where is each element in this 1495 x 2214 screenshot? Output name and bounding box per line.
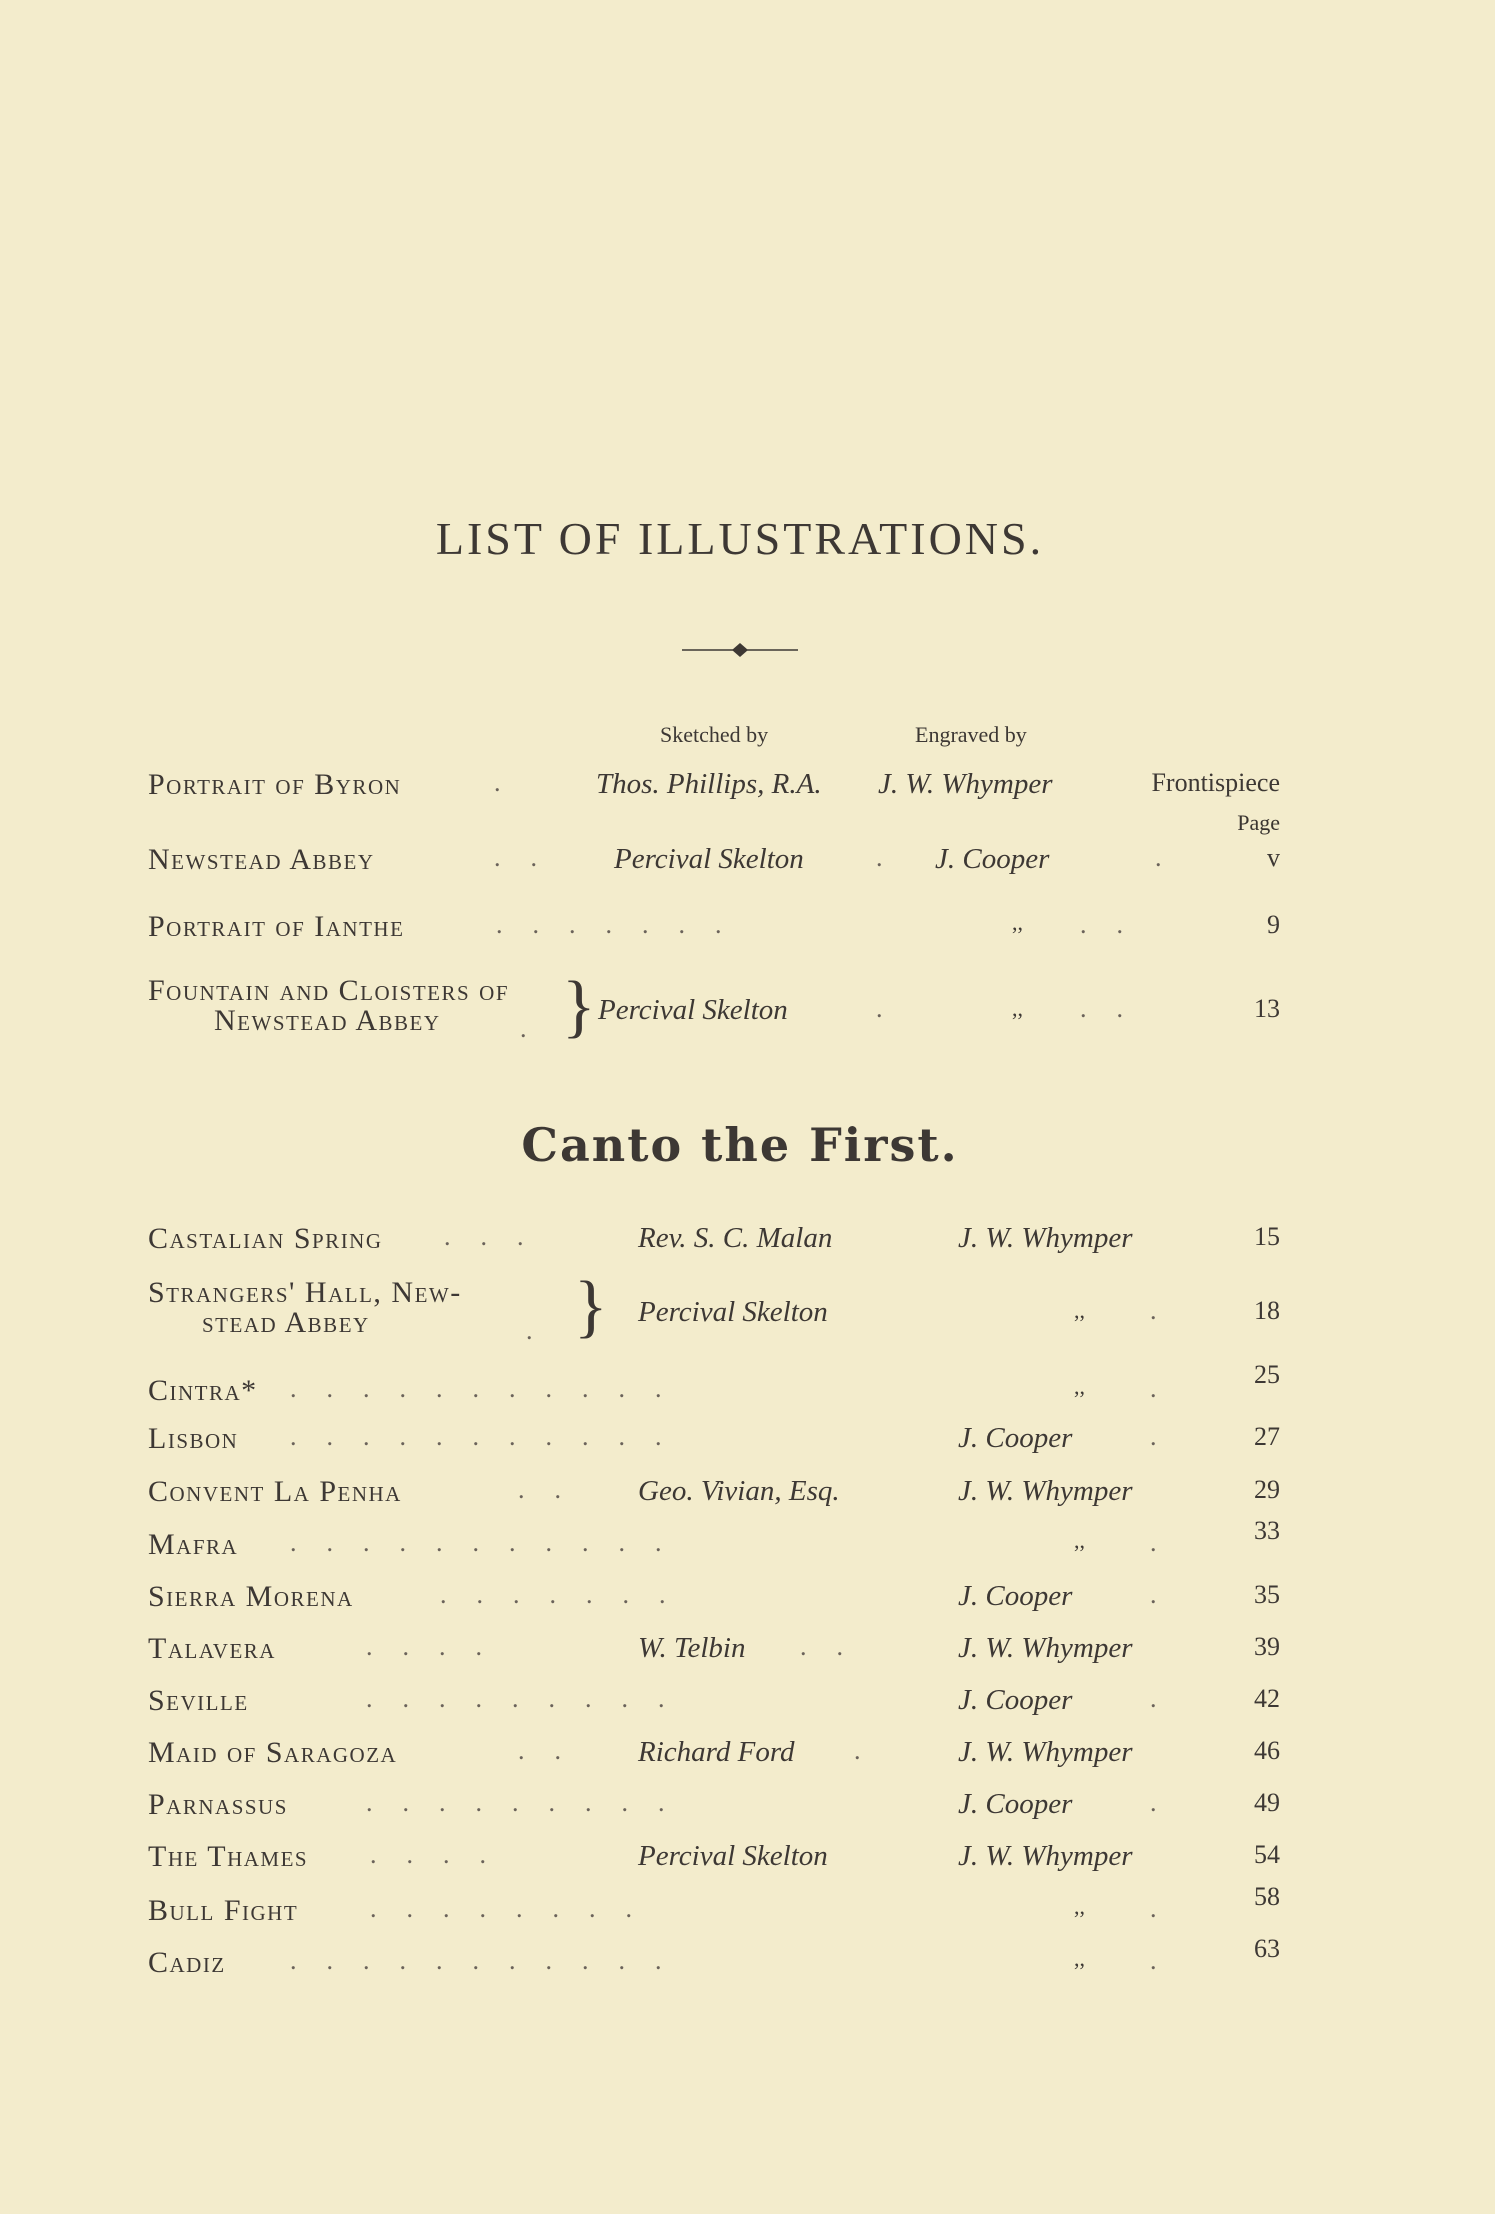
page-number: v — [1267, 843, 1280, 872]
sketcher: Percival Skelton — [638, 1296, 828, 1328]
illustration-title — [148, 974, 568, 1038]
list-item — [0, 1222, 1495, 1282]
page-number: 27 — [1254, 1422, 1280, 1451]
leader-dots: ........ — [370, 1894, 662, 1923]
leader-dots: . — [1150, 1422, 1187, 1451]
canto-heading: Canto the First. — [521, 1118, 959, 1172]
engraver: ,, — [1074, 1374, 1085, 1399]
illustration-title: Parnassus — [148, 1788, 288, 1821]
page-column-header: Page — [1237, 810, 1280, 835]
illustration-title: Talavera — [148, 1632, 276, 1665]
leader-dots: . — [876, 843, 913, 872]
leader-dots: ......... — [366, 1684, 695, 1713]
list-item — [0, 968, 1495, 1054]
engraver: J. W. Whymper — [958, 1840, 1133, 1872]
sketcher: Geo. Vivian, Esq. — [638, 1475, 840, 1507]
sketcher: Percival Skelton — [638, 1840, 828, 1872]
brace-icon: } — [574, 1268, 608, 1345]
leader-dots: . — [526, 1316, 563, 1345]
list-item — [0, 1516, 1495, 1588]
leader-dots: . — [1150, 1528, 1187, 1557]
engraver: J. Cooper — [958, 1684, 1073, 1716]
brace-icon: } — [562, 968, 596, 1045]
engraver: ,, — [1012, 996, 1023, 1021]
leader-dots: .. — [1080, 910, 1153, 939]
illustration-title-line2: Newstead Abbey — [214, 1004, 441, 1037]
illustration-title: Cadiz — [148, 1946, 226, 1979]
page-number: 49 — [1254, 1788, 1280, 1817]
leader-dots: .. — [1080, 994, 1153, 1023]
engraver: J. Cooper — [935, 843, 1050, 875]
page-number: 54 — [1254, 1840, 1280, 1869]
illustration-title — [148, 1276, 568, 1340]
list-item — [0, 1934, 1495, 2006]
leader-dots: . — [1150, 1946, 1187, 1975]
page-title: LIST OF ILLUSTRATIONS. — [435, 513, 1045, 564]
list-item — [0, 768, 1495, 828]
leader-dots: . — [1150, 1296, 1187, 1325]
engraver: J. W. Whymper — [958, 1632, 1133, 1664]
leader-dots: . — [1150, 1374, 1187, 1403]
illustration-title: Castalian Spring — [148, 1222, 383, 1255]
list-item — [0, 1788, 1495, 1848]
page-number: 13 — [1254, 994, 1280, 1023]
page-number: 25 — [1254, 1360, 1280, 1389]
leader-dots: . — [1150, 1580, 1187, 1609]
engraver: ,, — [1012, 910, 1023, 935]
page-number: 39 — [1254, 1632, 1280, 1661]
illustration-title: Sierra Morena — [148, 1580, 354, 1613]
illustration-title: Convent La Penha — [148, 1475, 402, 1508]
leader-dots: . — [1150, 1684, 1187, 1713]
engraver: ,, — [1074, 1528, 1085, 1553]
leader-dots: ........... — [290, 1528, 692, 1557]
illustration-title: Seville — [148, 1684, 249, 1717]
leader-dots: ......... — [366, 1788, 695, 1817]
engraver: ,, — [1074, 1946, 1085, 1971]
list-item — [0, 1632, 1495, 1692]
leader-dots: ... — [444, 1222, 554, 1251]
engraver: J. W. Whymper — [958, 1222, 1133, 1254]
engraver: J. W. Whymper — [958, 1475, 1133, 1507]
illustration-title: Portrait of Ianthe — [148, 910, 405, 943]
leader-dots: . — [494, 768, 531, 797]
engraved-by-header: Engraved by — [915, 722, 1027, 747]
leader-dots: ........... — [290, 1374, 692, 1403]
sketcher: Percival Skelton — [598, 994, 788, 1026]
page-number: 35 — [1254, 1580, 1280, 1609]
list-item — [0, 1268, 1495, 1356]
list-item — [0, 1736, 1495, 1796]
page-number: 18 — [1254, 1296, 1280, 1325]
illustration-title-line1: Fountain and Cloisters of — [148, 974, 510, 1007]
page-number: 42 — [1254, 1684, 1280, 1713]
leader-dots: .. — [518, 1475, 591, 1504]
list-item — [0, 1684, 1495, 1744]
sketched-by-header: Sketched by — [660, 722, 769, 747]
sketcher: Richard Ford — [638, 1736, 795, 1768]
leader-dots: . — [876, 994, 913, 1023]
illustration-title-line1: Strangers' Hall, New- — [148, 1276, 462, 1309]
leader-dots: ....... — [440, 1580, 696, 1609]
page-number: 15 — [1254, 1222, 1280, 1251]
leader-dots: . — [1155, 843, 1192, 872]
ornament-divider-icon — [680, 640, 800, 660]
leader-dots: ........... — [290, 1422, 692, 1451]
leader-dots: .. — [800, 1632, 873, 1661]
engraver: J. W. Whymper — [878, 768, 1053, 800]
engraver: J. Cooper — [958, 1422, 1073, 1454]
engraver: J. Cooper — [958, 1788, 1073, 1820]
illustration-title: Mafra — [148, 1528, 239, 1561]
page-number: 46 — [1254, 1736, 1280, 1765]
illustration-title: The Thames — [148, 1840, 309, 1873]
leader-dots: ....... — [496, 910, 752, 939]
illustration-title: Bull Fight — [148, 1894, 299, 1927]
illustration-title: Newstead Abbey — [148, 843, 375, 876]
list-item — [0, 843, 1495, 903]
sketcher: Thos. Phillips, R.A. — [596, 768, 822, 800]
list-item — [0, 910, 1495, 970]
leader-dots: . — [854, 1736, 891, 1765]
page-number: Frontispiece — [1151, 768, 1280, 797]
engraver: ,, — [1074, 1298, 1085, 1323]
illustration-title: Maid of Saragoza — [148, 1736, 398, 1769]
illustration-title: Portrait of Byron — [148, 768, 402, 801]
sketcher: Rev. S. C. Malan — [638, 1222, 833, 1254]
leader-dots: .... — [366, 1632, 512, 1661]
engraver: J. Cooper — [958, 1580, 1073, 1612]
page-number: 9 — [1267, 910, 1280, 939]
list-item — [0, 1580, 1495, 1640]
leader-dots: ........... — [290, 1946, 692, 1975]
leader-dots: .... — [370, 1840, 516, 1869]
illustration-title: Lisbon — [148, 1422, 239, 1455]
page-number: 58 — [1254, 1882, 1280, 1911]
list-item — [0, 1422, 1495, 1482]
sketcher: W. Telbin — [638, 1632, 746, 1664]
leader-dots: . — [1150, 1894, 1187, 1923]
illustration-title: Cintra* — [148, 1374, 258, 1407]
leader-dots: . — [1150, 1788, 1187, 1817]
leader-dots: .. — [518, 1736, 591, 1765]
leader-dots: . — [520, 1014, 557, 1043]
page-number: 29 — [1254, 1475, 1280, 1504]
page-number: 63 — [1254, 1934, 1280, 1963]
page-number: 33 — [1254, 1516, 1280, 1545]
engraver: ,, — [1074, 1894, 1085, 1919]
illustration-title-line2: stead Abbey — [202, 1306, 370, 1339]
sketcher: Percival Skelton — [614, 843, 804, 875]
leader-dots: .. — [494, 843, 567, 872]
engraver: J. W. Whymper — [958, 1736, 1133, 1768]
